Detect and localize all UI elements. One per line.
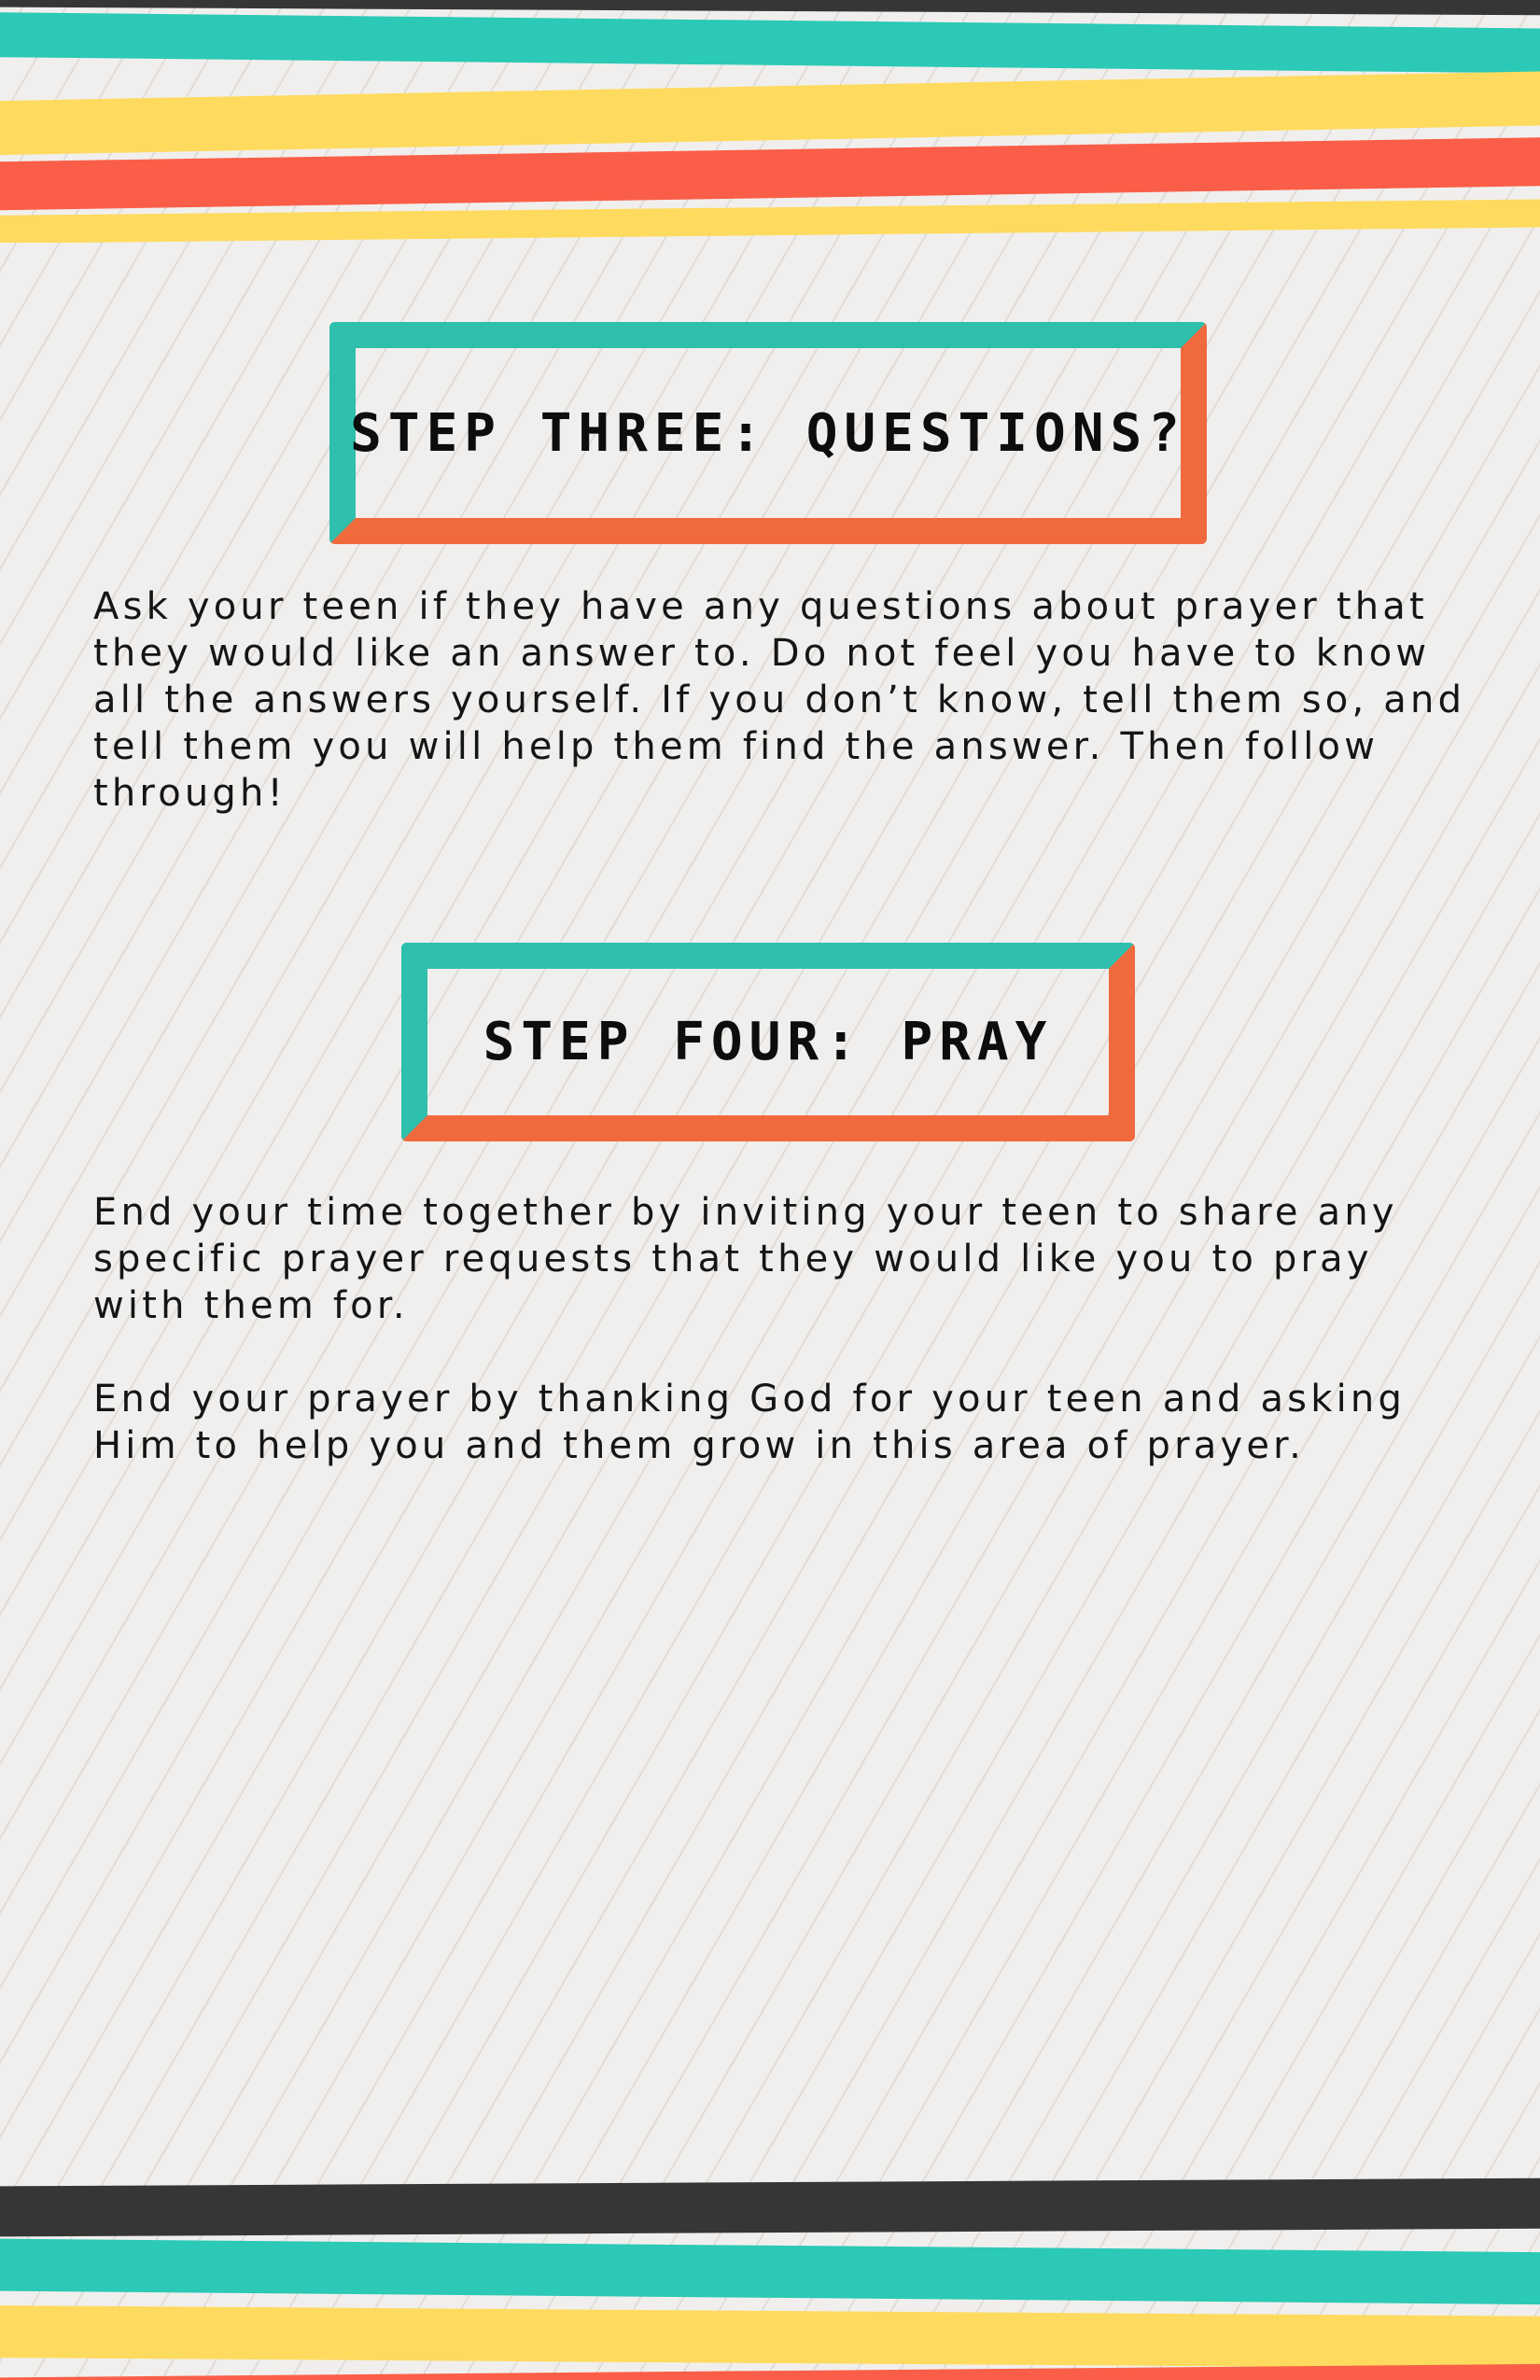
step-three-title-box (329, 322, 1207, 544)
charcoal-stripe (0, 0, 1540, 16)
step-three-title: STEP THREE: QUESTIONS? (350, 402, 1186, 464)
step-four-paragraph-1: End your time together by inviting your teen to share any specific prayer requests that they would like you to pray with them for. (93, 1191, 1398, 1327)
coral-stripe (0, 2363, 1540, 2380)
bottom-decorative-stripes (0, 2175, 1540, 2380)
charcoal-stripe (0, 2177, 1540, 2236)
yellow-stripe (0, 2305, 1540, 2369)
teal-stripe (0, 2238, 1540, 2304)
step-four-title-box (401, 943, 1135, 1141)
step-four-title: STEP FOUR: PRAY (483, 1012, 1054, 1072)
step-three-paragraph: Ask your teen if they have any questions about prayer that they would like an answer to. Do not feel you have to know all the answers yourself. If you don’t know, tell them so, and tell them you will help them find the answer. Then follow through! (93, 585, 1466, 815)
top-decorative-stripes (0, 0, 1540, 243)
teal-stripe (0, 12, 1540, 74)
step-four-paragraph-2: End your prayer by thanking God for your teen and asking Him to help you and them grow in this area of prayer. (93, 1378, 1407, 1467)
